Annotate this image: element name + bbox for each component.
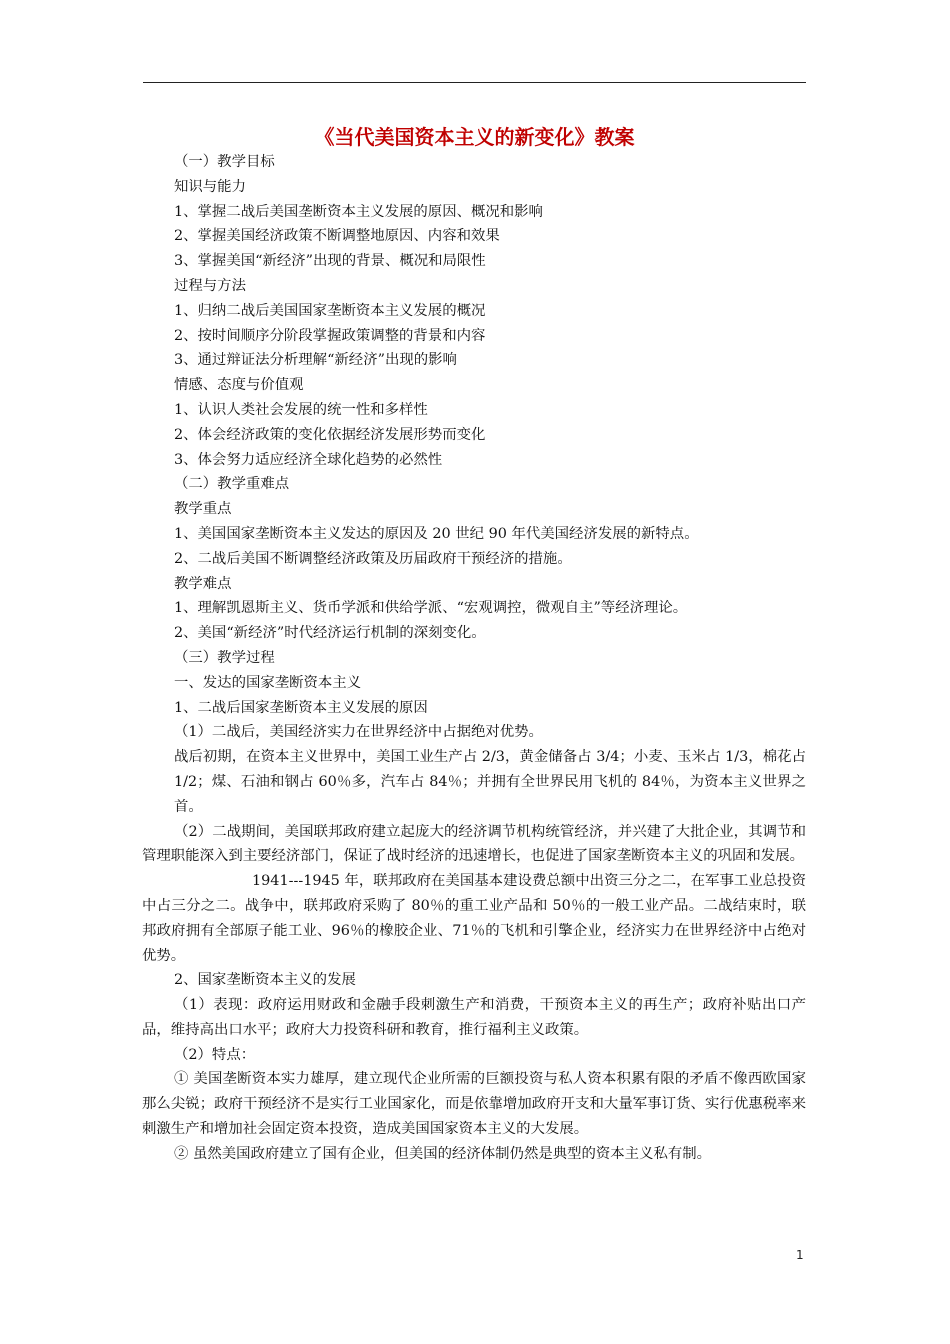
list-item: 2、按时间顺序分阶段掌握政策调整的背景和内容 [174, 327, 486, 344]
list-item: 2、掌握美国经济政策不断调整地原因、内容和效果 [174, 228, 500, 245]
header-rule [143, 82, 806, 83]
page-number: 1 [796, 1248, 804, 1262]
section-heading: （二）教学重难点 [174, 476, 290, 493]
paragraph: （2）二战期间，美国联邦政府建立起庞大的经济调节机构统管经济，并兴建了大批企业，其调节和管理职能深入到主要经济部门，保证了战时经济的迅速增长，也促进了国家垄断资本主义的巩固和发展。 [142, 823, 806, 865]
subheading: 知识与能力 [174, 178, 246, 195]
list-item: 3、掌握美国“新经济”出现的背景、概况和局限性 [174, 253, 486, 270]
paragraph: ② 虽然美国政府建立了国有企业，但美国的经济体制仍然是典型的资本主义私有制。 [174, 1145, 712, 1162]
paragraph: 战后初期，在资本主义世界中，美国工业生产占 2/3，黄金储备占 3/4；小麦、玉米占 1/3，棉花占 1/2；煤、石油和钢占 60％多，汽车占 84％；并拥有全世界民用飞机的 84％，为资本主义世界之首。 [174, 749, 806, 815]
list-item: 1、理解凯恩斯主义、货币学派和供给学派、“宏观调控，微观自主”等经济理论。 [174, 600, 688, 617]
paragraph: 1941---1945 年，联邦政府在美国基本建设费总额中出资三分之二，在军事工业总投资中占三分之二。战争中，联邦政府采购了 80％的重工业产品和 50％的一般工业产品。二战结束时，联邦政府拥有全部原子能工业、96％的橡胶企业、71％的飞机和引擎企业，经济实力在世界经济中占绝对优势。 [142, 873, 806, 964]
paragraph: ① 美国垄断资本实力雄厚，建立现代企业所需的巨额投资与私人资本积累有限的矛盾不像西欧国家那么尖锐；政府干预经济不是实行工业国家化，而是依靠增加政府开支和大量军事订货、实行优惠税率来刺激生产和增加社会固定资本投资，造成美国国家资本主义的大发展。 [142, 1071, 806, 1138]
section-heading: （三）教学过程 [174, 649, 275, 666]
list-item: 2、体会经济政策的变化依据经济发展形势而变化 [174, 426, 486, 443]
list-item: 3、体会努力适应经济全球化趋势的必然性 [174, 451, 443, 468]
subheading: 1、二战后国家垄断资本主义发展的原因 [174, 699, 428, 716]
list-item: 2、美国“新经济”时代经济运行机制的深刻变化。 [174, 625, 486, 642]
subheading: 2、国家垄断资本主义的发展 [174, 972, 356, 989]
subheading: 教学重点 [174, 501, 232, 518]
paragraph: （1）表现：政府运用财政和金融手段刺激生产和消费，干预资本主义的再生产；政府补贴出口产品，维持高出口水平；政府大力投资科研和教育，推行福利主义政策。 [142, 997, 806, 1038]
list-item: 1、掌握二战后美国垄断资本主义发展的原因、概况和影响 [174, 203, 543, 220]
list-item: 1、认识人类社会发展的统一性和多样性 [174, 401, 428, 418]
subheading: 过程与方法 [174, 277, 246, 294]
list-item: 2、二战后美国不断调整经济政策及历届政府干预经济的措施。 [174, 550, 572, 567]
list-item: 3、通过辩证法分析理解“新经济”出现的影响 [174, 352, 457, 369]
subheading: 一、发达的国家垄断资本主义 [174, 674, 362, 691]
list-item: （1）二战后，美国经济实力在世界经济中占据绝对优势。 [174, 724, 543, 741]
document-title: 《当代美国资本主义的新变化》教案 [314, 125, 635, 149]
list-item: 1、归纳二战后美国国家垄断资本主义发展的概况 [174, 302, 486, 319]
document-body [142, 150, 806, 1167]
list-item: 1、美国国家垄断资本主义发达的原因及 20 世纪 90 年代美国经济发展的新特点。 [174, 525, 699, 542]
subheading: 教学难点 [174, 575, 232, 592]
section-heading: （一）教学目标 [174, 154, 275, 170]
subheading: 情感、态度与价值观 [174, 377, 304, 394]
subheading: （2）特点： [174, 1046, 256, 1063]
